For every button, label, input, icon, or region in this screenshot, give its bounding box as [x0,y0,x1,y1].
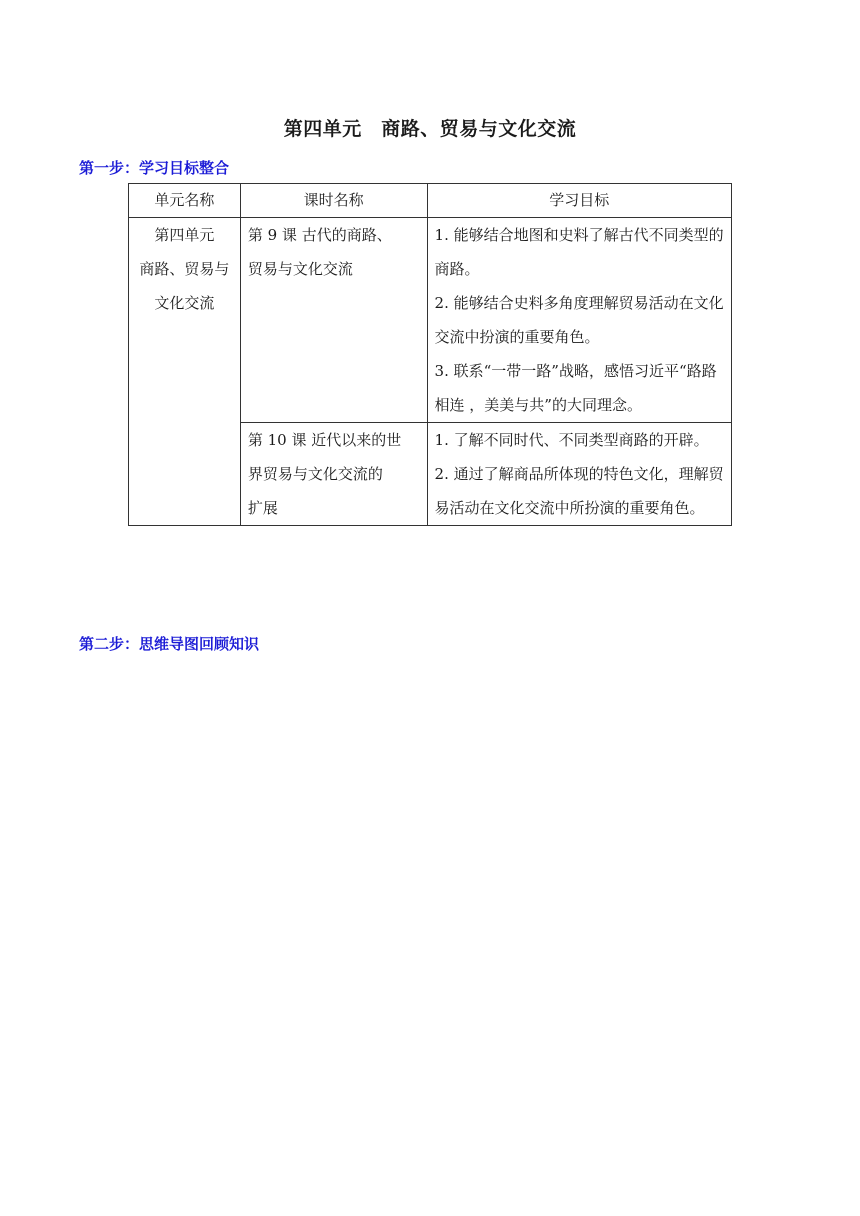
lesson-name-line: 第 9 课 古代的商路、 [247,226,392,244]
unit-name-line: 第四单元 [154,226,215,244]
lesson-name-cell [240,218,427,423]
objectives-cell [427,218,731,423]
lesson-name-line: 界贸易与文化交流的 [247,465,383,483]
lesson-name-cell [240,423,427,526]
learning-goals-table [128,183,732,526]
objectives-cell [427,423,731,526]
unit-name-line: 文化交流 [154,294,215,312]
step1-heading: 第一步：学习目标整合 [79,159,230,177]
unit-name-line: 商路、贸易与 [139,260,230,278]
header-unit-name: 单元名称 [129,184,241,218]
objective-item: 2. 通过了解商品所体现的特色文化，理解贸易活动在文化交流中所扮演的重要角色。 [434,465,724,517]
header-lesson-name: 课时名称 [240,184,427,218]
objective-item: 1. 能够结合地图和史料了解古代不同类型的商路。 [434,226,724,278]
header-learning-goals: 学习目标 [427,184,731,218]
objective-item: 2. 能够结合史料多角度理解贸易活动在文化交流中扮演的重要角色。 [434,294,724,346]
table-header-row [129,184,732,218]
lesson-name-line: 贸易与文化交流 [247,260,353,278]
table-row [129,218,732,423]
step2-heading: 第二步：思维导图回顾知识 [79,635,260,653]
objective-item: 3. 联系“一带一路”战略，感悟习近平“路路相连 ，美美与共”的大同理念。 [434,362,717,414]
objective-item: 1. 了解不同时代、不同类型商路的开辟。 [434,431,709,449]
unit-name-cell [129,218,241,526]
lesson-name-line: 扩展 [247,499,278,517]
lesson-name-line: 第 10 课 近代以来的世 [247,431,402,449]
page-title: 第四单元 商路、贸易与文化交流 [283,118,577,140]
